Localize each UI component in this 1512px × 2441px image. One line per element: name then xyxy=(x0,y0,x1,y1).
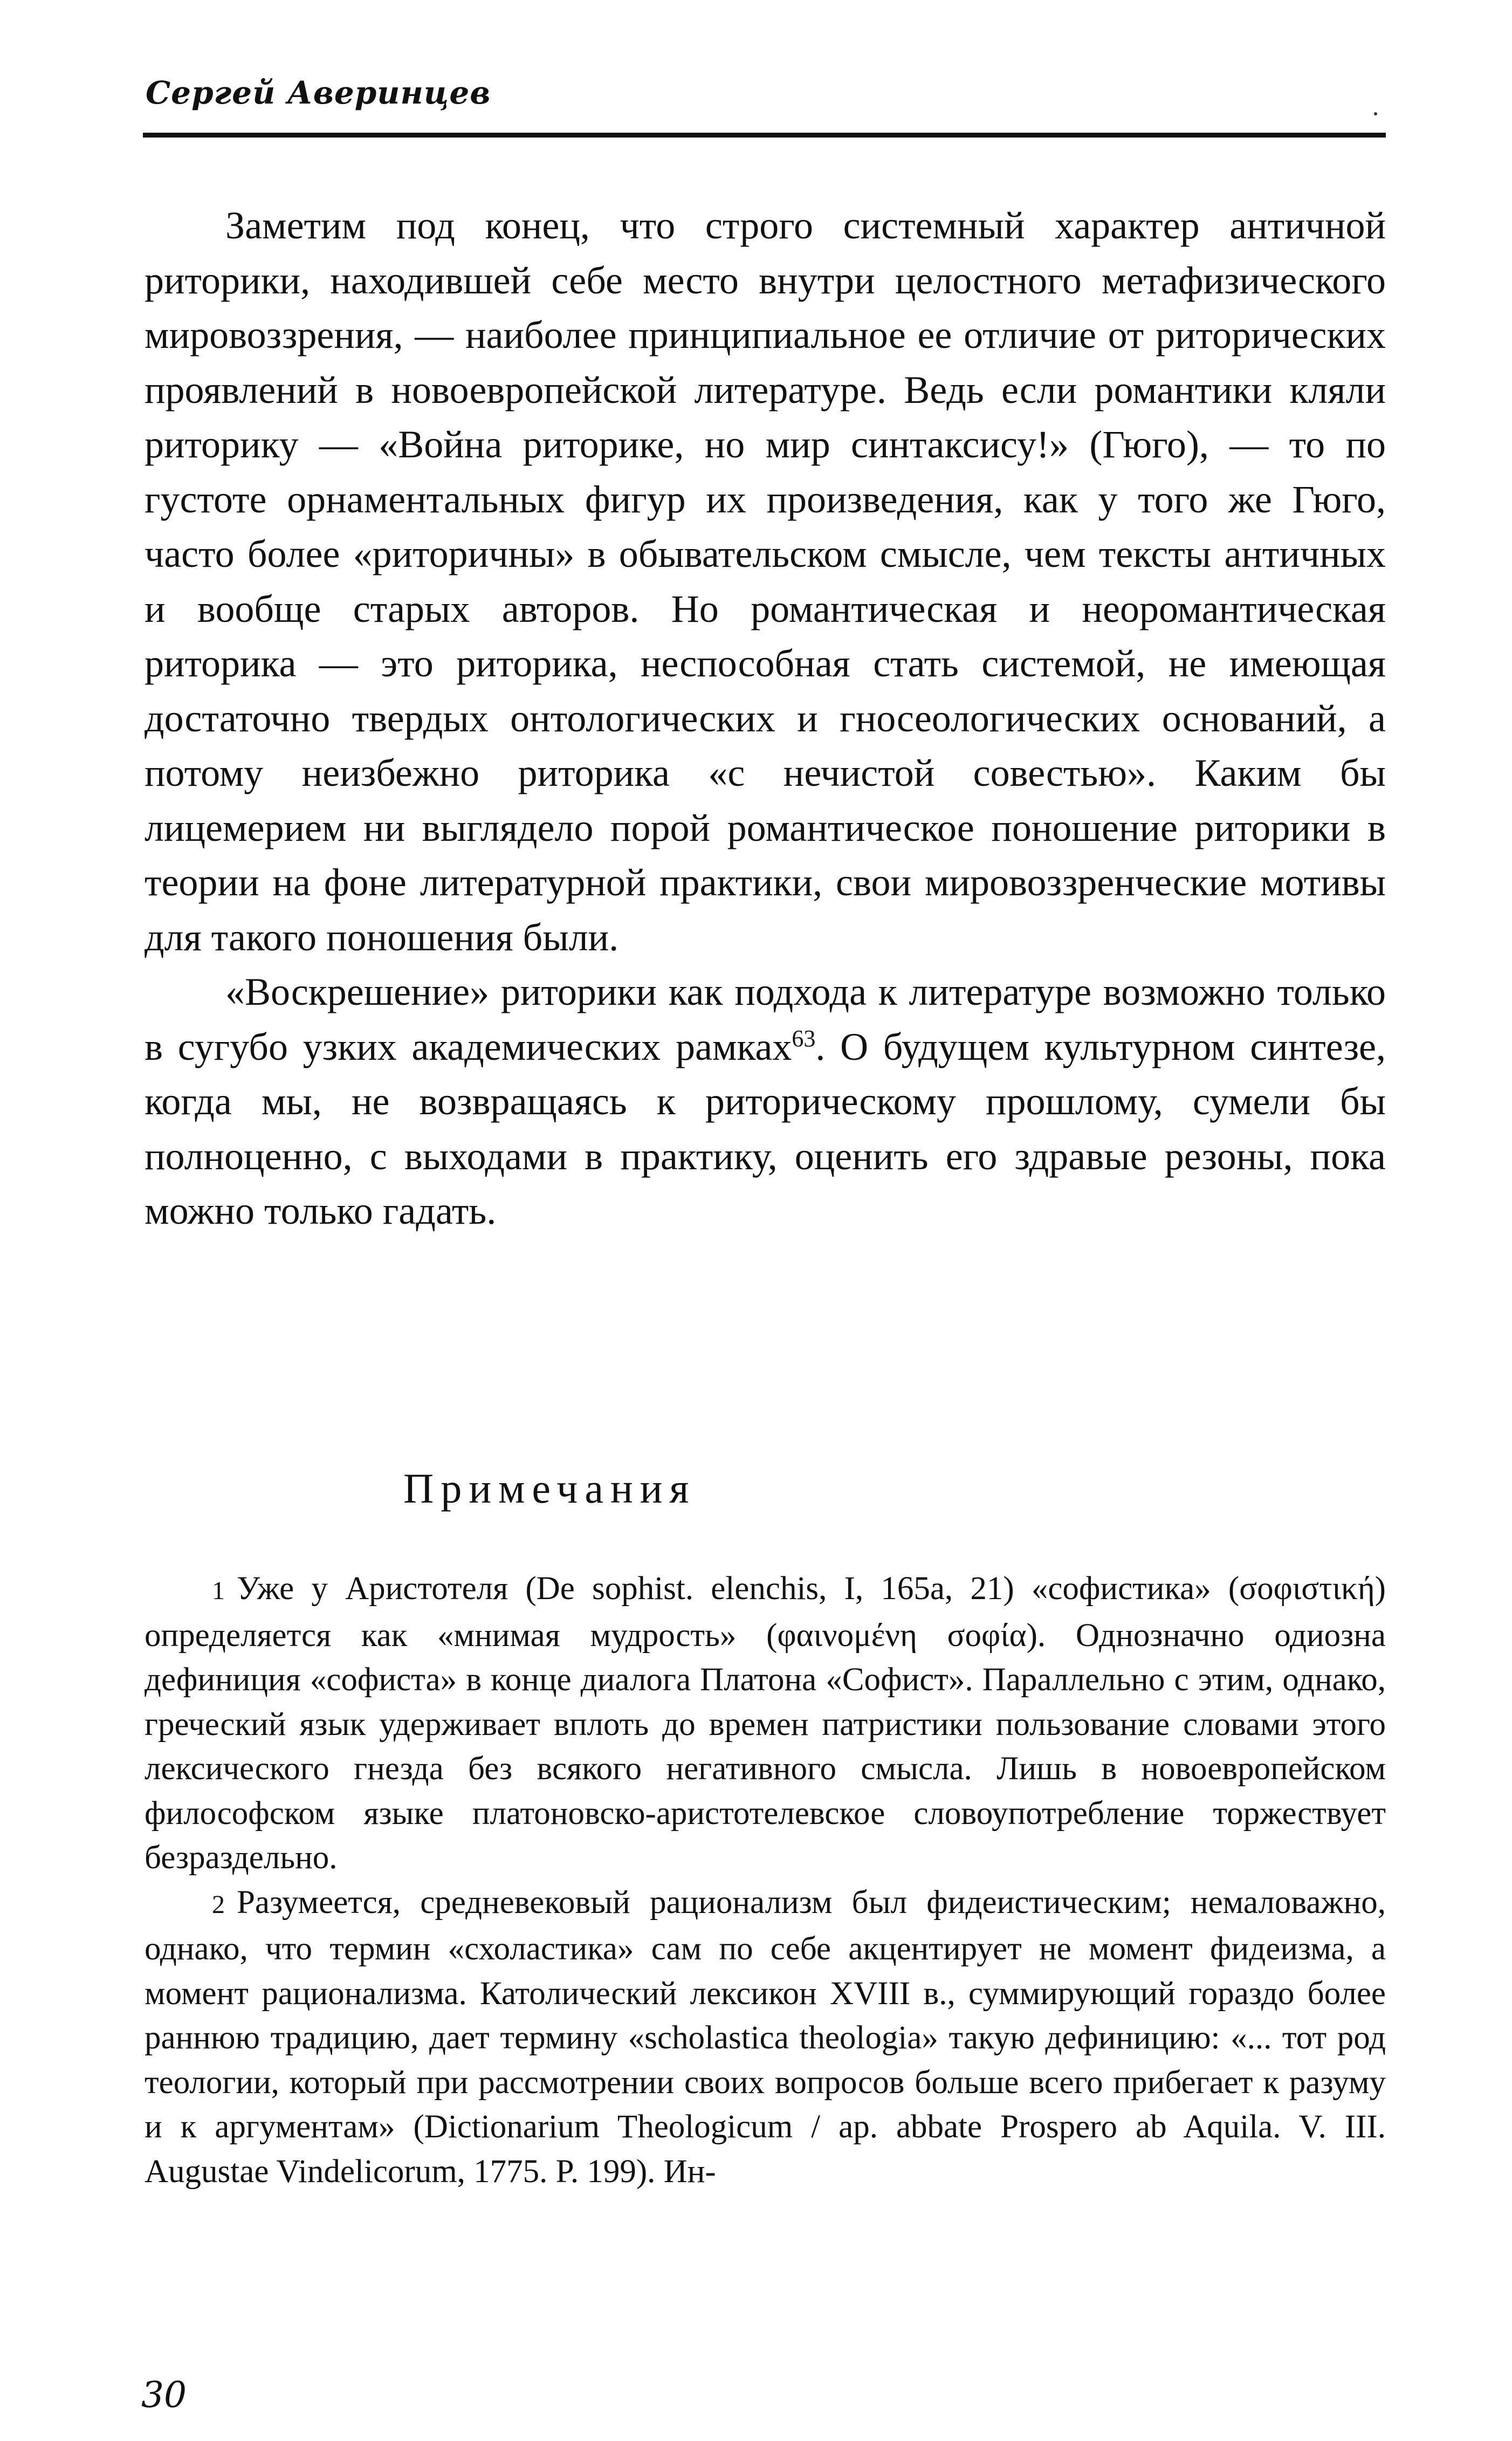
page-number: 30 xyxy=(141,2374,187,2416)
paragraph-text: . О будущем культурном синтезе, когда мы, не возвращаясь к риторическому прошлому, сумели бы полноценно, с выходами в практику, оценить его здравые резоны, пока можно только гадать. xyxy=(145,1025,1386,1232)
footnote xyxy=(145,1881,1386,2195)
footnote-reference[interactable]: 63 xyxy=(792,1025,816,1052)
footnote-text: Разумеется, средневековый рационализм был фидеистическим; немаловажно, однако, что термин «схоластика» сам по себе акцентирует не момент фидеизма, а момент рационализма. Католический лексикон XVIII в., суммирующий гораздо более раннюю традицию, дает термину «scholastica theologia» такую дефиницию: «... тот род теологии, который при рассмотрении своих вопросов больше всего прибегает к разуму и к аргументам» (Dictionarium Theologicum / ap. abbate Prospero ab Aquila. V. III. Augustae Vindelicorum, 1775. P. 199). Ин- xyxy=(145,1884,1386,2190)
footnote xyxy=(145,1567,1386,1881)
footnote-number: 1 xyxy=(212,1576,225,1605)
body-paragraph xyxy=(145,965,1386,1239)
main-text xyxy=(145,198,1386,1239)
notes-heading: Примечания xyxy=(403,1465,696,1512)
header-rule xyxy=(143,133,1386,138)
footnote-number: 2 xyxy=(212,1890,225,1919)
footnote-text: Уже у Аристотеля (De sophist. elenchis, I, 165a, 21) «софистика» (σοφιστική) определяется как «мнимая мудрость» (φαινομένη σοφία). Однозначно одиозна дефиниция «софиста» в конце диалога Платона «Софист». Параллельно с этим, однако, греческий язык удерживает вплоть до времен патристики пользование словами этого лексического гнезда без всякого негативного смысла. Лишь в новоевропейском философском языке платоновско-аристотелевское словоупотребление торжествует безраздельно. xyxy=(145,1571,1386,1876)
paragraph-text: «Воскрешение» риторики как подхода к литературе возможно только в сугубо узких академических рамках xyxy=(145,970,1386,1068)
header-speck xyxy=(1374,112,1377,115)
running-head: Сергей Аверинцев xyxy=(146,74,491,111)
body-paragraph: Заметим под конец, что строго системный характер античной риторики, находившей себе место внутри целостного метафизического мировоззрения, — наиболее принципиальное ее отличие от риторических проявлений в новоевропейской литературе. Ведь если романтики кляли риторику — «Война риторике, но мир синтаксису!» (Гюго), — то по густоте орнаментальных фигур их произведения, как у того же Гюго, часто более «риторичны» в обывательском смысле, чем тексты античных и вообще старых авторов. Но романтическая и неоромантическая риторика — это риторика, неспособная стать системой, не имеющая достаточно твердых онтологических и гносеологических оснований, а потому неизбежно риторика «с нечистой совестью». Каким бы лицемерием ни выглядело порой романтическое поношение риторики в теории на фоне литературной практики, свои мировоззренческие мотивы для такого поношения были. xyxy=(145,204,1386,959)
footnotes xyxy=(145,1567,1386,2194)
